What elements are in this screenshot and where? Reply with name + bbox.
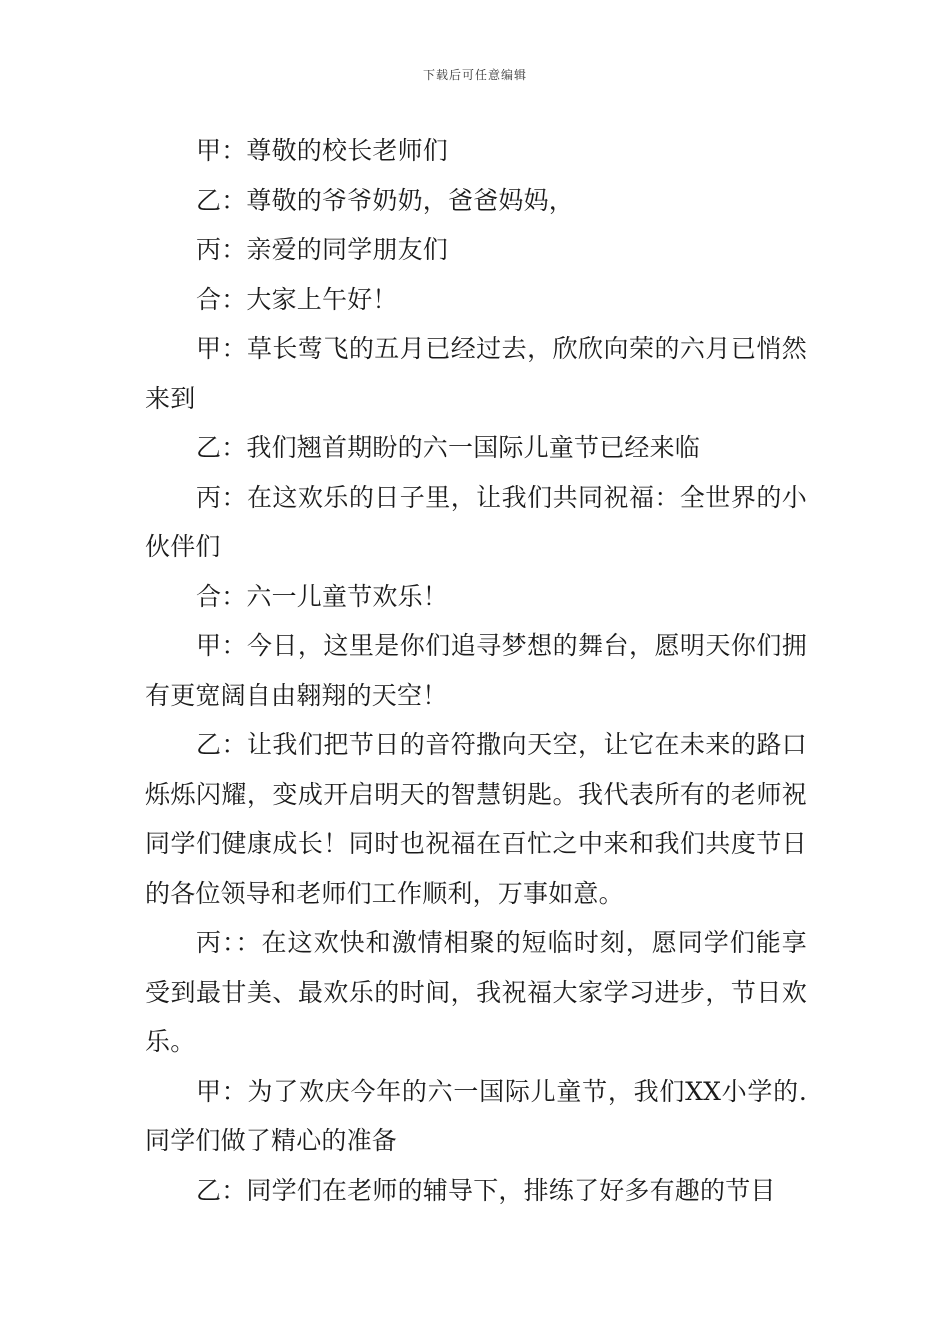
paragraph: 合：大家上午好！ [196,284,398,314]
paragraph: 乙：让我们把节日的音符撒向天空，让它在未来的路口烁烁闪耀，变成开启明天的智慧钥匙。我代表所有的老师祝同学们健康成长！同时也祝福在百忙之中来和我们共度节日的各位领导和老师们工作顺利，万事如意。 [145,730,807,908]
paragraph: 丙：：在这欢快和激情相聚的短临时刻，愿同学们能享受到最甘美、最欢乐的时间，我祝福大家学习进步，节日欢乐。 [145,928,807,1056]
paragraph: 乙：同学们在老师的辅导下，排练了好多有趣的节目 [196,1175,776,1205]
paragraph: 丙：在这欢乐的日子里，让我们共同祝福：全世界的小伙伴们 [145,482,807,561]
paragraph: 乙：尊敬的爷爷奶奶，爸爸妈妈， [196,185,575,215]
paragraph: 合：六一儿童节欢乐！ [196,581,449,611]
paragraph: 丙：亲爱的同学朋友们 [196,235,449,264]
paragraph: 甲：草长莺飞的五月已经过去，欣欣向荣的六月已悄然来到 [145,334,807,413]
paragraph: 乙：我们翘首期盼的六一国际儿童节已经来临 [196,433,701,462]
paragraph: 甲：今日，这里是你们追寻梦想的舞台，愿明天你们拥有更宽阔自由翱翔的天空！ [145,631,807,710]
paragraph: 甲：尊敬的校长老师们 [196,136,449,165]
document-body [145,126,807,1215]
header-note: 下载后可任意编辑 [422,68,527,82]
paragraph: 甲：为了欢庆今年的六一国际儿童节，我们XX小学的.同学们做了精心的准备 [145,1076,807,1155]
